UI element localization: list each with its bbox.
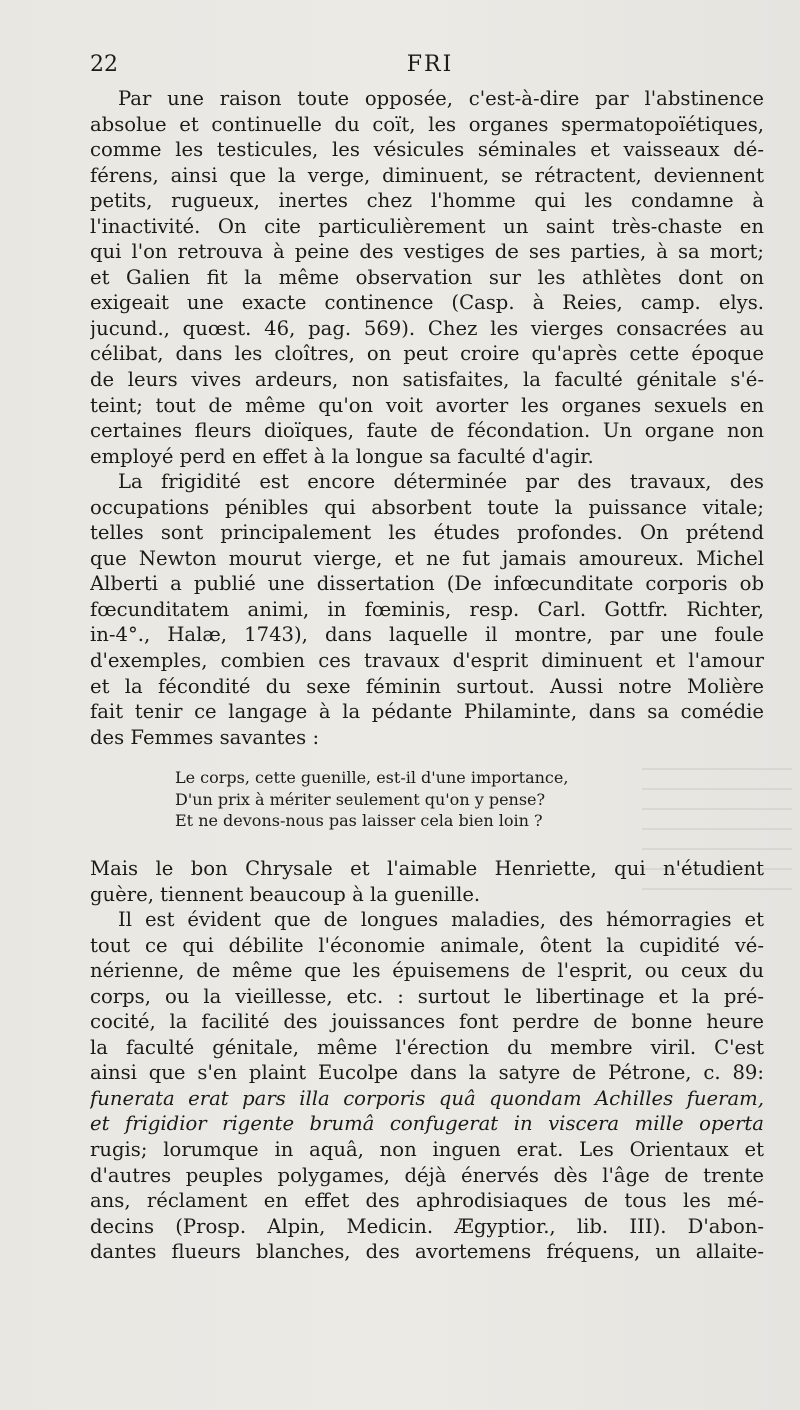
text-line: célibat, dans les cloîtres, on peut croire qu'après cette époque: [90, 342, 764, 366]
text-line: de leurs vives ardeurs, non satisfaites, la faculté génitale s'é-: [90, 368, 764, 392]
text-line: teint; tout de même qu'on voit avorter les organes sexuels en: [90, 393, 764, 417]
text-line: ans, réclament en effet des aphrodisiaques de tous les mé-: [90, 1189, 764, 1213]
verse-line: D'un prix à mériter seulement qu'on y pense?: [175, 789, 546, 809]
text-line: comme les testicules, les vésicules séminales et vaisseaux dé-: [90, 138, 764, 162]
text-line: et frigidior rigente brumâ confugerat in viscera mille operta: [90, 1112, 764, 1136]
text-line: jucund., quœst. 46, pag. 569). Chez les vierges consacrées au: [90, 316, 764, 340]
text-line: petits, rugueux, inertes chez l'homme qui les condamne à: [90, 189, 764, 213]
text-line: des Femmes savantes :: [90, 725, 320, 749]
text-line: dantes flueurs blanches, des avortemens fréquens, un allaite-: [90, 1240, 764, 1264]
text-line: nérienne, de même que les épuisemens de l'esprit, ou ceux du: [90, 959, 764, 983]
text-line: occupations pénibles qui absorbent toute la puissance vitale;: [90, 495, 764, 519]
text-line: corps, ou la vieillesse, etc. : surtout le libertinage et la pré-: [90, 984, 764, 1008]
text-line: l'inactivité. On cite particulièrement un saint très-chaste en: [90, 214, 764, 238]
text-line: fœcunditatem animi, in fœminis, resp. Carl. Gottfr. Richter,: [90, 597, 764, 621]
text-line: exigeait une exacte continence (Casp. à Reies, camp. elys.: [90, 291, 764, 315]
verse-line: Et ne devons-nous pas laisser cela bien loin ?: [175, 811, 543, 830]
running-head: [90, 48, 770, 82]
text-line: la faculté génitale, même l'érection du membre viril. C'est: [90, 1035, 764, 1059]
main-text-upper: [90, 86, 764, 750]
text-line: guère, tiennent beaucoup à la guenille.: [90, 882, 481, 906]
text-line: Il est évident que de longues maladies, des hémorragies et: [118, 908, 764, 932]
main-text-lower: [90, 856, 764, 1265]
text-line: et Galien fit la même observation sur les athlètes dont on: [90, 265, 764, 289]
text-line: decins (Prosp. Alpin, Medicin. Ægyptior., lib. III). D'abon-: [90, 1214, 764, 1238]
text-line: Par une raison toute opposée, c'est-à-dire par l'abstinence: [118, 87, 764, 110]
text-line: fait tenir ce langage à la pédante Philaminte, dans sa comédie: [90, 700, 764, 724]
text-line: funerata erat pars illa corporis quâ quondam Achilles fueram,: [90, 1086, 764, 1110]
text-line: que Newton mourut vierge, et ne fut jamais amoureux. Michel: [90, 546, 764, 570]
text-line: qui l'on retrouva à peine des vestiges de ses parties, à sa mort;: [90, 240, 764, 264]
text-line: absolue et continuelle du coït, les organes spermatopoïétiques,: [90, 112, 764, 136]
text-line: employé perd en effet à la longue sa faculté d'agir.: [90, 444, 594, 468]
show-through-shadow: [642, 760, 792, 890]
verse-line: Le corps, cette guenille, est-il d'une importance,: [175, 768, 569, 787]
text-line: rugis; lorumque in aquâ, non inguen erat. Les Orientaux et: [90, 1138, 764, 1162]
text-line: in-4°., Halæ, 1743), dans laquelle il montre, par une foule: [90, 623, 764, 647]
text-line: d'autres peuples polygames, déjà énervés dès l'âge de trente: [90, 1163, 764, 1187]
text-line: d'exemples, combien ces travaux d'esprit diminuent et l'amour: [90, 649, 764, 673]
text-line: et la fécondité du sexe féminin surtout. Aussi notre Molière: [90, 674, 764, 698]
text-line: tout ce qui débilite l'économie animale, ôtent la cupidité vé-: [90, 933, 764, 957]
text-line: ainsi que s'en plaint Eucolpe dans la satyre de Pétrone, c. 89:: [90, 1061, 764, 1085]
verse-quotation: [175, 767, 595, 832]
text-line: La frigidité est encore déterminée par des travaux, des: [118, 470, 764, 494]
page-number: 22: [90, 52, 118, 77]
text-line: certaines fleurs dioïques, faute de fécondation. Un organe non: [90, 419, 764, 443]
text-line: Alberti a publié une dissertation (De infœcunditate corporis ob: [90, 572, 764, 596]
text-line: telles sont principalement les études profondes. On prétend: [90, 521, 764, 545]
text-line: cocité, la facilité des jouissances font perdre de bonne heure: [90, 1010, 764, 1034]
text-line: férens, ainsi que la verge, diminuent, se rétractent, deviennent: [90, 163, 764, 187]
text-line: Mais le bon Chrysale et l'aimable Henriette, qui n'étudient: [90, 857, 764, 880]
running-head-title: FRI: [406, 52, 454, 77]
